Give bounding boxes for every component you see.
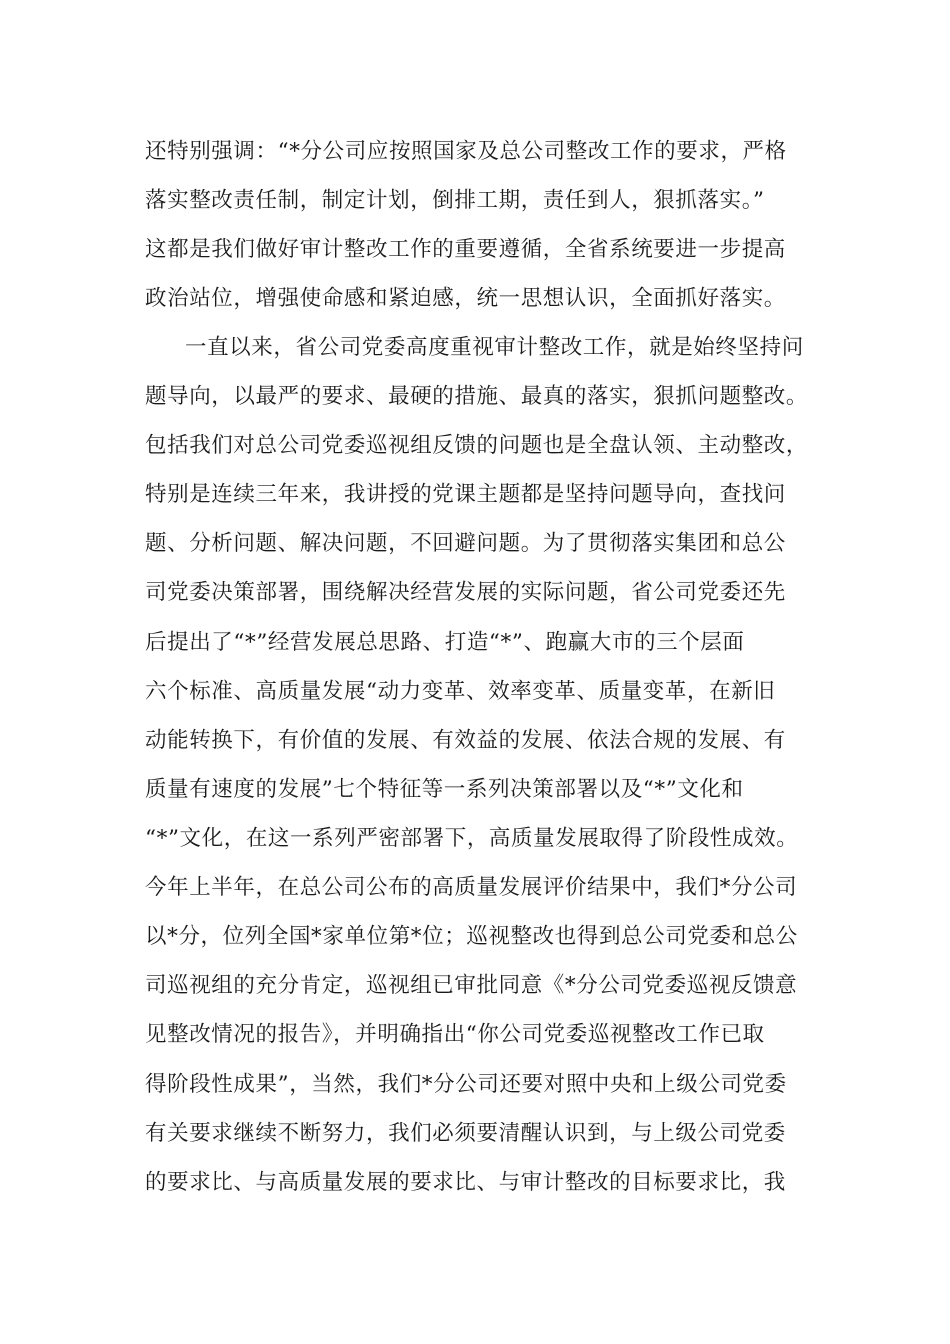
text-line: “*”文化，在这一系列严密部署下，高质量发展取得了阶段性成效。 xyxy=(145,826,799,851)
paragraph-first-line: 一直以来，省公司党委高度重视审计整改工作，就是始终坚持问 xyxy=(185,335,804,360)
text-line: 六个标准、高质量发展“动力变革、效率变革、质量变革，在新旧 xyxy=(145,679,776,704)
text-line: 今年上半年，在总公司公布的高质量发展评价结果中，我们*分公司 xyxy=(145,875,798,900)
text-line: 题导向，以最严的要求、最硬的措施、最真的落实，狠抓问题整改。 xyxy=(145,384,809,409)
text-line: 见整改情况的报告》，并明确指出“你公司党委巡视整改工作已取 xyxy=(145,1022,765,1047)
text-line: 司巡视组的充分肯定，巡视组已审批同意《*分公司党委巡视反馈意 xyxy=(145,973,798,998)
text-line: 有关要求继续不断努力，我们必须要清醒认识到，与上级公司党委 xyxy=(145,1121,786,1146)
text-line: 包括我们对总公司党委巡视组反馈的问题也是全盘认领、主动整改， xyxy=(145,433,809,458)
text-line: 得阶段性成果”，当然，我们*分公司还要对照中央和上级公司党委 xyxy=(145,1072,787,1097)
text-line: 这都是我们做好审计整改工作的重要遵循，全省系统要进一步提高 xyxy=(145,237,786,262)
text-line: 以*分，位列全国*家单位第*位；巡视整改也得到总公司党委和总公 xyxy=(145,924,798,949)
text-line: 司党委决策部署，围绕解决经营发展的实际问题，省公司党委还先 xyxy=(145,580,786,605)
text-line: 后提出了“*”经营发展总思路、打造“*”、跑赢大市的三个层面 xyxy=(145,630,745,655)
text-line: 政治站位，增强使命感和紧迫感，统一思想认识，全面抓好落实。 xyxy=(145,286,786,311)
text-line: 还特别强调：“*分公司应按照国家及总公司整改工作的要求，严格 xyxy=(145,139,787,164)
text-line: 的要求比、与高质量发展的要求比、与审计整改的目标要求比，我 xyxy=(145,1170,786,1195)
text-line: 特别是连续三年来，我讲授的党课主题都是坚持问题导向，查找问 xyxy=(145,482,786,507)
text-line: 题、分析问题、解决问题，不回避问题。为了贯彻落实集团和总公 xyxy=(145,531,786,556)
text-line: 质量有速度的发展”七个特征等一系列决策部署以及“*”文化和 xyxy=(145,777,744,802)
text-line: 动能转换下，有价值的发展、有效益的发展、依法合规的发展、有 xyxy=(145,728,786,753)
text-line: 落实整改责任制，制定计划，倒排工期，责任到人，狠抓落实。” xyxy=(145,188,765,213)
